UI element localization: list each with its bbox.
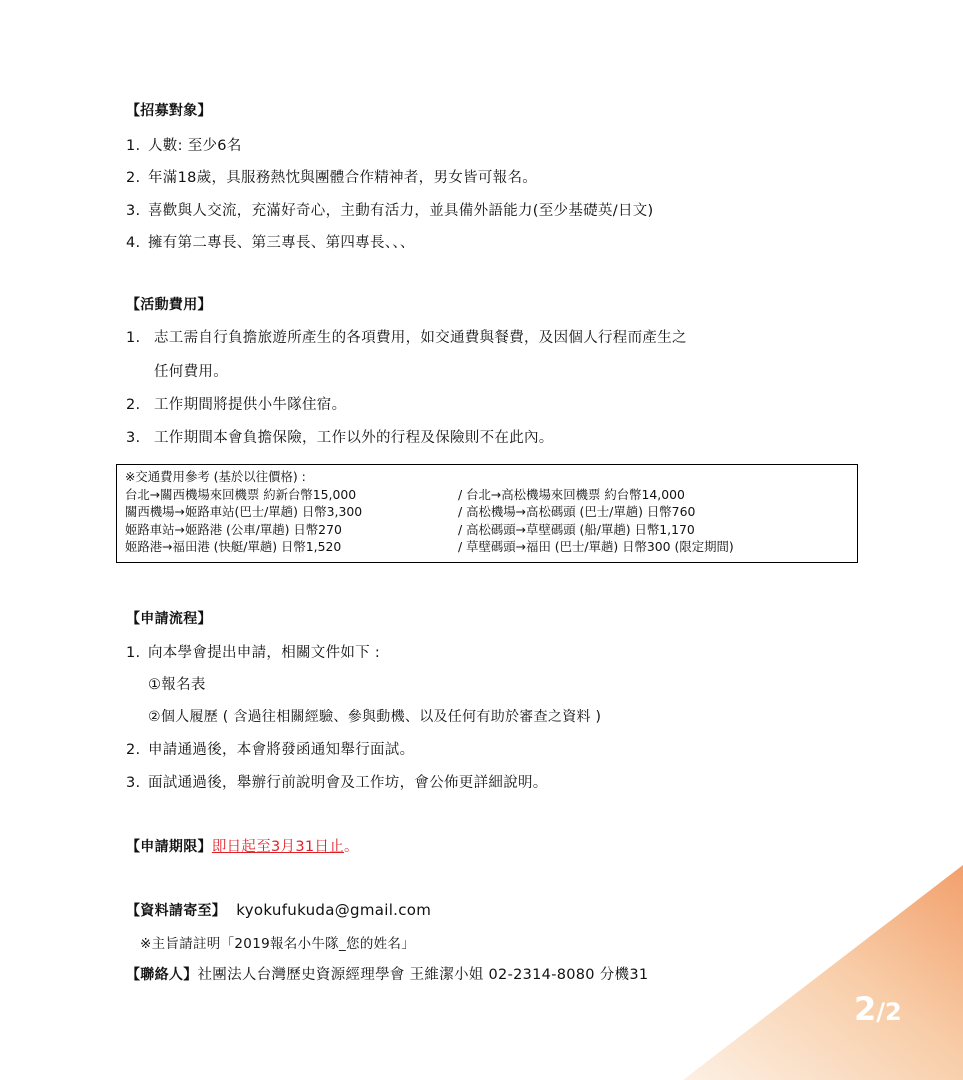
cost-item-3: 3. 工作期間本會負擔保險，工作以外的行程及保險則不在此內。 xyxy=(126,430,554,446)
contact-person-label: 【聯絡人】 xyxy=(126,967,198,983)
fee-row: 姬路港→福田港 (快艇/單趟) 日幣1,520 / 草壁碼頭→福田 (巴士/單趟) 日幣300 (限定期間) xyxy=(125,539,734,554)
recruit-item: 2. 年滿18歲，具服務熱忱與團體合作精神者，男女皆可報名。 xyxy=(126,170,538,186)
contact-email[interactable]: kyokufukuda@gmail.com xyxy=(236,901,432,919)
send-to-line xyxy=(126,900,431,920)
send-to-label: 【資料請寄至】 xyxy=(126,903,227,919)
recruit-item: 3. 喜歡與人交流，充滿好奇心，主動有活力，並具備外語能力(至少基礎英/日文) xyxy=(126,203,654,219)
deadline-tail: 。 xyxy=(344,839,359,855)
apply-sub-item-2: ②個人履歷 ( 含過往相關經驗、參與動機、以及任何有助於審查之資料 ) xyxy=(148,709,602,725)
apply-heading: 【申請流程】 xyxy=(126,611,212,627)
cost-item-1: 1. 志工需自行負擔旅遊所產生的各項費用，如交通費與餐費，及因個人行程而產生之 xyxy=(126,330,687,346)
subject-note: ※主旨請註明「2019報名小牛隊_您的姓名」 xyxy=(140,936,416,952)
fee-row: 台北→關西機場來回機票 約新台幣15,000 / 台北→高松機場來回機票 約台幣14,000 xyxy=(125,486,685,502)
fee-row: 關西機場→姬路車站(巴士/單趟) 日幣3,300 / 高松機場→高松碼頭 (巴士/單趟) 日幣760 xyxy=(125,504,696,519)
apply-item-2: 2. 申請通過後，本會將發函通知舉行面試。 xyxy=(126,742,415,758)
apply-item-1: 1. 向本學會提出申請，相關文件如下 : xyxy=(126,645,381,661)
corner-decoration xyxy=(683,865,963,1080)
recruit-item: 1. 人數: 至少6名 xyxy=(126,138,242,154)
fee-title: ※交通費用參考 (基於以往價格) : xyxy=(125,469,306,484)
apply-sub-item-1: ①報名表 xyxy=(148,677,206,693)
deadline-line xyxy=(126,835,359,856)
recruit-heading: 【招募對象】 xyxy=(126,103,212,119)
cost-heading: 【活動費用】 xyxy=(126,297,212,313)
cost-item-2: 2. 工作期間將提供小牛隊住宿。 xyxy=(126,397,347,413)
deadline-label: 【申請期限】 xyxy=(126,839,212,855)
contact-person-text: 社團法人台灣歷史資源經理學會 王維潔小姐 02-2314-8080 分機31 xyxy=(197,967,649,983)
apply-item-3: 3. 面試通過後，舉辦行前說明會及工作坊，會公佈更詳細說明。 xyxy=(126,775,548,791)
recruit-item: 4. 擁有第二專長、第三專長、第四專長、、、 xyxy=(126,235,415,251)
fee-row: 姬路車站→姬路港 (公車/單趟) 日幣270 / 高松碼頭→草壁碼頭 (船/單趟) 日幣1,170 xyxy=(125,521,695,537)
fee-reference-box xyxy=(116,464,858,563)
cost-item-1-cont: 任何費用。 xyxy=(154,364,228,380)
contact-person-line xyxy=(126,963,648,984)
deadline-value: 即日起至3月31日止 xyxy=(211,839,344,855)
page-number: 2/2 xyxy=(854,990,902,1028)
